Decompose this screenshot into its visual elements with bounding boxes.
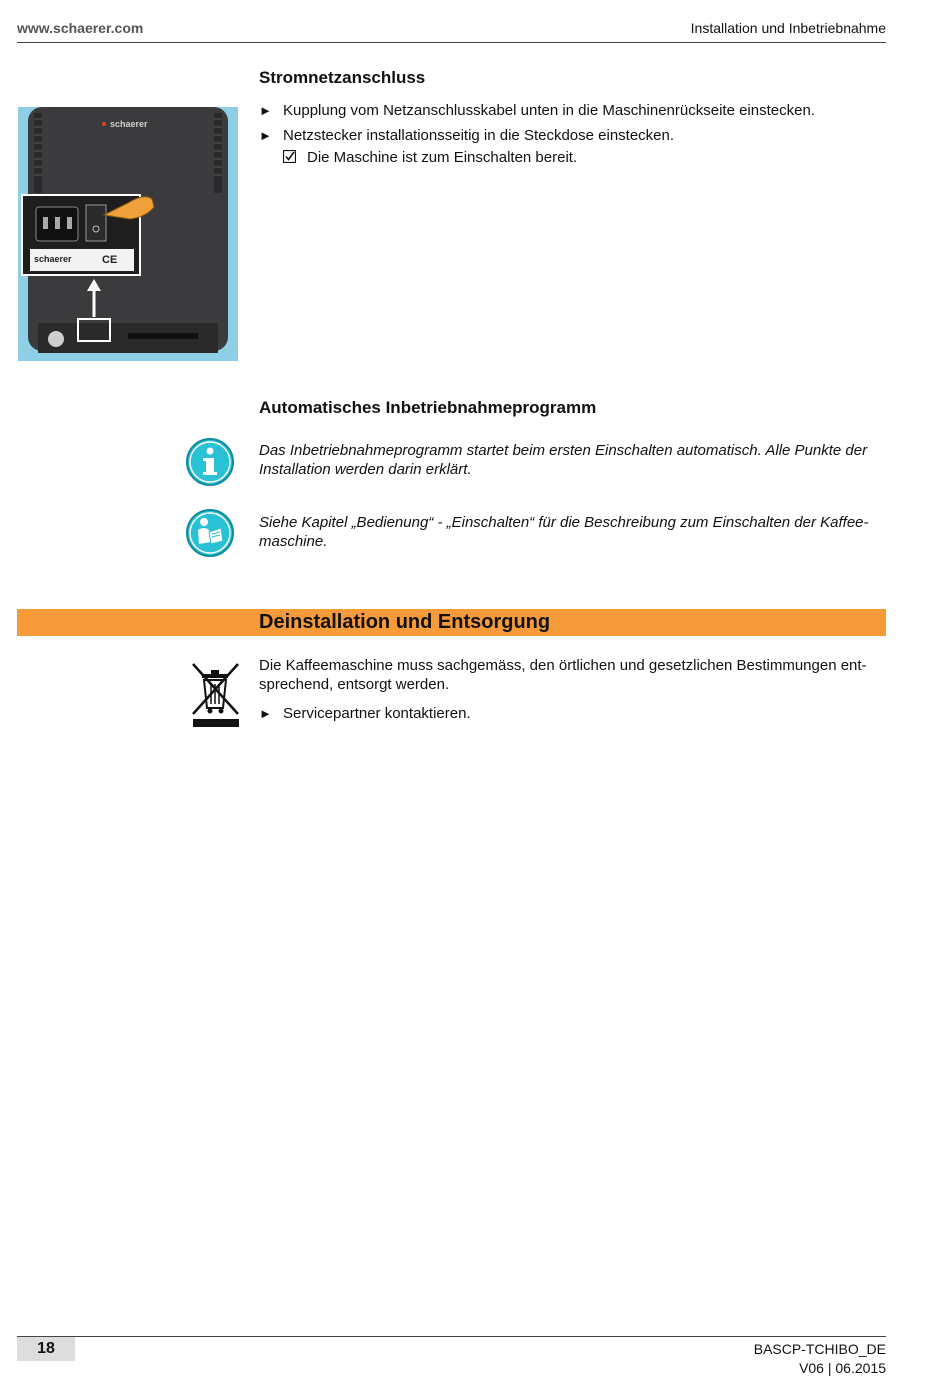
label-brand-text: schaerer <box>34 254 72 264</box>
triangle-right-icon: ► <box>259 103 272 118</box>
triangle-right-icon: ► <box>259 706 272 721</box>
step-text: Servicepartner kontaktieren. <box>283 705 471 722</box>
document-code: BASCP-TCHIBO_DE <box>753 1341 886 1357</box>
section-title: Installation und Inbetriebnahme <box>690 20 886 36</box>
document-version: V06 | 06.2015 <box>799 1360 886 1376</box>
ce-mark: CE <box>102 254 118 266</box>
info-icon <box>185 437 235 492</box>
reference-text-line2: maschine. <box>259 533 328 550</box>
triangle-right-icon: ► <box>259 128 272 143</box>
machine-back-photo <box>18 107 238 361</box>
info-text-line1: Das Inbetriebnahmeprogramm startet beim ersten Einschalten automatisch. Alle Punkte der <box>259 442 868 459</box>
info-text-line2: Installation werden darin erklärt. <box>259 461 472 478</box>
website-url: www.schaerer.com <box>17 20 144 36</box>
result-text: Die Maschine ist zum Einschalten bereit. <box>307 149 578 166</box>
footer-divider <box>17 1336 886 1337</box>
header-divider <box>17 42 886 43</box>
disposal-text-line2: sprechend, entsorgt werden. <box>259 676 450 693</box>
crossed-out-bin-icon <box>190 660 242 733</box>
checkbox-checked-icon <box>283 150 296 168</box>
page-number: 18 <box>17 1337 75 1361</box>
auto-program-heading: Automatisches Inbetriebnahmeprogramm <box>259 398 597 417</box>
reference-text-line1: Siehe Kapitel „Bedienung“ - „Einschalten“ für die Beschreibung zum Einschalten der Kaffee- <box>259 514 869 531</box>
step-text: Netzstecker installationsseitig in die Steckdose einstecken. <box>283 127 675 144</box>
photo-brand-text: schaerer <box>110 119 148 129</box>
power-connection-heading: Stromnetzanschluss <box>259 68 426 87</box>
disposal-heading: Deinstallation und Entsorgung <box>259 611 551 633</box>
reading-person-icon <box>185 508 235 563</box>
step-text: Kupplung vom Netzanschlusskabel unten in die Maschinenrückseite einstecken. <box>283 102 815 119</box>
disposal-text-line1: Die Kaffeemaschine muss sachgemäss, den örtlichen und gesetzlichen Bestimmungen ent- <box>259 657 867 674</box>
